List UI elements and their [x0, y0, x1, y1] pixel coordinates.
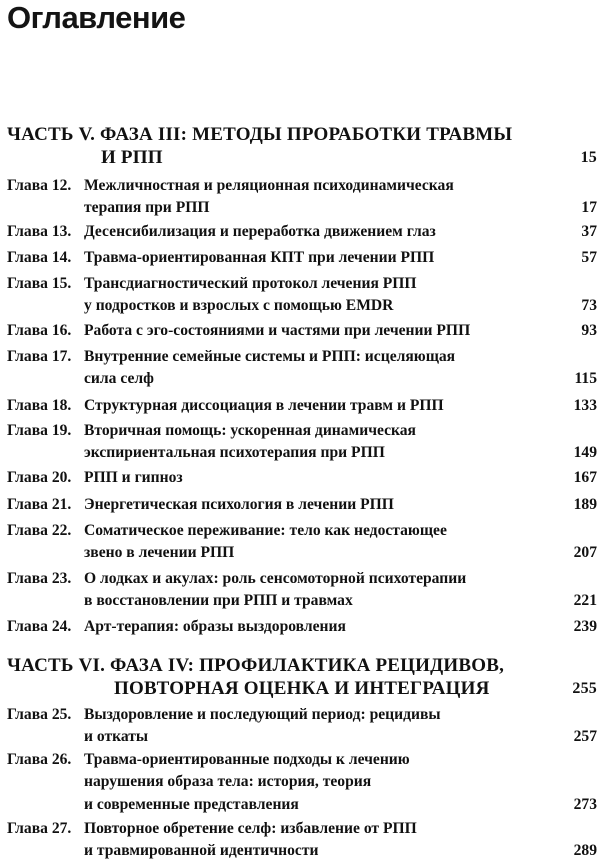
chapter-title-line: Травма-ориентированные подходы к лечению [84, 751, 410, 768]
chapter-title-line: Энергетическая психология в лечении РПП [84, 496, 394, 513]
toc-entry-chapter-26[interactable] [7, 749, 597, 816]
toc-entry-chapter-19[interactable] [7, 420, 597, 465]
chapter-title-line: Арт-терапия: образы выздоровления [84, 618, 346, 635]
page-number: 189 [573, 496, 597, 513]
chapter-label: Глава 18. [7, 397, 72, 414]
chapter-title-line: Выздоровление и последующий период: рецидивы [84, 706, 441, 723]
chapter-title-line: Травма-ориентированная КПТ при лечении РПП [84, 249, 435, 266]
page-number: 289 [573, 842, 597, 860]
page-title: Оглавление [7, 0, 186, 35]
chapter-title-line: звено в лечении РПП [84, 544, 235, 562]
chapter-title-line: Межличностная и реляционная психодинамическая [84, 177, 454, 194]
chapter-title-line: Десенсибилизация и переработка движением глаз [84, 223, 436, 240]
page-number: 239 [573, 618, 597, 635]
toc-entry-chapter-15[interactable] [7, 273, 597, 318]
part-heading-v[interactable] [7, 123, 597, 169]
chapter-title-line: Структурная диссоциация в лечении травм и РПП [84, 397, 444, 414]
page-number: 57 [581, 249, 597, 266]
toc-entry-chapter-17[interactable] [7, 346, 597, 391]
page-number: 207 [573, 544, 597, 562]
chapter-title-line: Работа с эго-состояниями и частями при лечении РПП [84, 322, 471, 339]
chapter-label: Глава 13. [7, 223, 72, 240]
chapter-title-line: О лодках и акулах: роль сенсомоторной психотерапии [84, 570, 467, 587]
page-number: 257 [573, 728, 597, 746]
chapter-title-line: нарушения образа тела: история, теория [84, 773, 372, 791]
chapter-label: Глава 12. [7, 177, 72, 194]
chapter-title-line: сила селф [84, 370, 154, 388]
chapter-label: Глава 17. [7, 348, 72, 365]
chapter-title-line: Соматическое переживание: тело как недостающее [84, 522, 447, 539]
part-title-line-2: И РПП [101, 147, 163, 168]
part-title-line-1: ЧАСТЬ V. ФАЗА III: МЕТОДЫ ПРОРАБОТКИ ТРАВМЫ [7, 124, 513, 145]
toc-entry-chapter-22[interactable] [7, 520, 597, 565]
toc-entry-chapter-13[interactable] [7, 221, 597, 243]
toc-entry-chapter-24[interactable] [7, 616, 597, 638]
chapter-title-line: Повторное обретение селф: избавление от РПП [84, 820, 417, 837]
toc-entry-chapter-25[interactable] [7, 704, 597, 749]
page-number: 133 [573, 397, 597, 414]
chapter-label: Глава 26. [7, 751, 72, 768]
toc-entry-chapter-18[interactable] [7, 395, 597, 417]
toc-entry-chapter-21[interactable] [7, 494, 597, 516]
chapter-label: Глава 27. [7, 820, 72, 837]
part-heading-vi[interactable] [7, 654, 597, 700]
toc-entry-chapter-20[interactable] [7, 467, 597, 489]
page-number: 17 [581, 199, 597, 217]
chapter-label: Глава 25. [7, 706, 72, 723]
page-number: 273 [573, 795, 597, 813]
chapter-title-line: Вторичная помощь: ускоренная динамическая [84, 422, 416, 439]
chapter-title-line: Трансдиагностический протокол лечения РПП [84, 275, 417, 292]
toc-entry-chapter-14[interactable] [7, 247, 597, 269]
chapter-title-line: Внутренние семейные системы и РПП: исцеляющая [84, 348, 456, 365]
toc-entry-chapter-12[interactable] [7, 175, 597, 220]
toc-entry-chapter-23[interactable] [7, 568, 597, 613]
page-number: 93 [581, 322, 597, 339]
page-number: 37 [581, 223, 597, 240]
chapter-title-line: экспириентальная психотерапия при РПП [84, 444, 385, 462]
toc-entry-chapter-16[interactable] [7, 320, 597, 342]
chapter-label: Глава 16. [7, 322, 72, 339]
chapter-title-line: у подростков и взрослых с помощью EMDR [84, 297, 394, 315]
chapter-title-line: в восстановлении при РПП и травмах [84, 592, 353, 610]
page-number: 255 [572, 680, 597, 697]
chapter-label: Глава 23. [7, 570, 72, 587]
chapter-label: Глава 24. [7, 618, 72, 635]
page-number: 115 [574, 370, 597, 388]
chapter-title-line: РПП и гипноз [84, 469, 183, 486]
toc-entry-chapter-27[interactable] [7, 818, 597, 863]
chapter-title-line: и откаты [84, 728, 149, 746]
chapter-label: Глава 19. [7, 422, 72, 439]
part-title-line-2: ПОВТОРНАЯ ОЦЕНКА И ИНТЕГРАЦИЯ [114, 678, 490, 699]
chapter-title-line: и современные представления [84, 795, 299, 813]
part-title-line-1: ЧАСТЬ VI. ФАЗА IV: ПРОФИЛАКТИКА РЕЦИДИВОВ, [7, 655, 505, 676]
chapter-label: Глава 20. [7, 469, 72, 486]
page-number: 73 [581, 297, 597, 315]
page-number: 149 [573, 444, 597, 462]
page-number: 167 [573, 469, 597, 486]
page-number: 15 [580, 149, 597, 166]
chapter-label: Глава 15. [7, 275, 72, 292]
chapter-title-line: и травмированной идентичности [84, 842, 319, 860]
chapter-label: Глава 14. [7, 249, 72, 266]
page-number: 221 [573, 592, 597, 610]
chapter-title-line: терапия при РПП [84, 199, 210, 217]
chapter-label: Глава 21. [7, 496, 72, 513]
chapter-label: Глава 22. [7, 522, 72, 539]
